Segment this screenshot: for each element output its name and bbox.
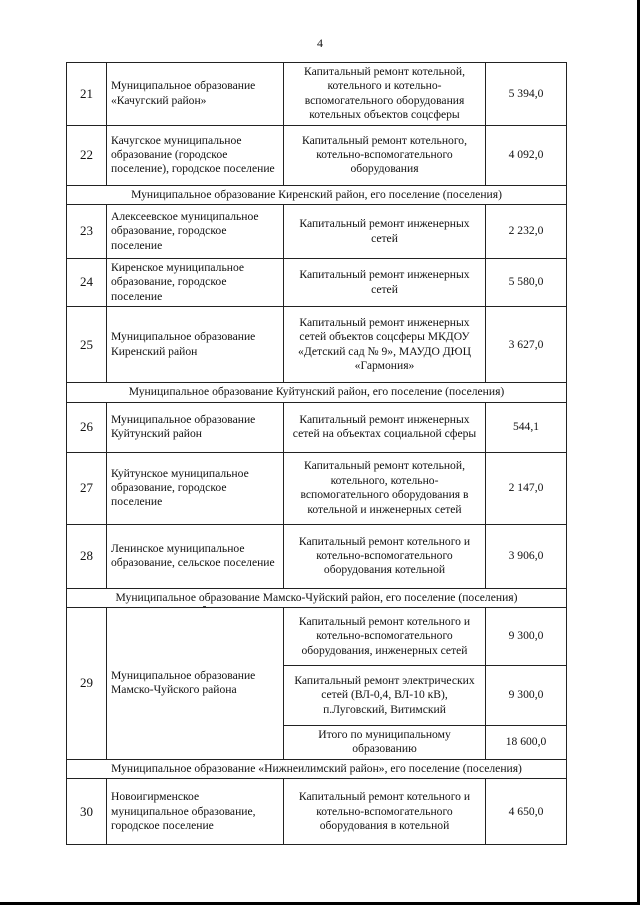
section-title: Муниципальное образование Мамско-Чуйский район, его поселение (поселения) bbox=[67, 588, 567, 607]
row-number: 22 bbox=[67, 125, 107, 185]
work-description: Капитальный ремонт котельного и котельно-вспомогательного оборудования в котельной bbox=[284, 779, 486, 845]
municipality-name: Ленинское муниципальное образование, сельское поселение bbox=[107, 524, 284, 588]
work-description: Капитальный ремонт инженерных сетей bbox=[284, 205, 486, 259]
row-number: 27 bbox=[67, 452, 107, 524]
section-row bbox=[67, 383, 567, 402]
row-number: 29 bbox=[67, 608, 107, 760]
section-title: Муниципальное образование Куйтунский район, его поселение (поселения) bbox=[67, 383, 567, 402]
municipality-name: Муниципальное образование Куйтунский район bbox=[107, 402, 284, 452]
municipality-name: Новоигирменское муниципальное образование, городское поселение bbox=[107, 779, 284, 845]
municipality-name: Муниципальное образование Киренский район bbox=[107, 307, 284, 383]
row-number: 25 bbox=[67, 307, 107, 383]
scan-speck bbox=[203, 606, 206, 607]
amount: 4 092,0 bbox=[486, 125, 567, 185]
work-description: Капитальный ремонт котельного и котельно-вспомогательного оборудования котельной bbox=[284, 524, 486, 588]
row-number: 21 bbox=[67, 63, 107, 126]
work-description: Капитальный ремонт котельного и котельно-вспомогательного оборудования, инженерных сетей bbox=[284, 608, 486, 666]
municipality-name: Муниципальное образование «Качугский район» bbox=[107, 63, 284, 126]
municipality-name: Куйтунское муниципальное образование, городское поселение bbox=[107, 452, 284, 524]
work-description: Капитальный ремонт инженерных сетей на объектах социальной сферы bbox=[284, 402, 486, 452]
section-title: Муниципальное образование Киренский район, его поселение (поселения) bbox=[67, 185, 567, 204]
table-row bbox=[67, 307, 567, 383]
amount: 3 627,0 bbox=[486, 307, 567, 383]
page-number: 4 bbox=[317, 36, 323, 50]
work-description: Капитальный ремонт котельной, котельного и котельно-вспомогательного оборудования котельных объектов соцсферы bbox=[284, 63, 486, 126]
row-number: 30 bbox=[67, 779, 107, 845]
row-number: 26 bbox=[67, 402, 107, 452]
row-number: 28 bbox=[67, 524, 107, 588]
table-row bbox=[67, 125, 567, 185]
row-number: 24 bbox=[67, 259, 107, 307]
section-title: Муниципальное образование «Нижнеилимский район», его поселение (поселения) bbox=[67, 759, 567, 778]
amount: 9 300,0 bbox=[486, 666, 567, 726]
funding-table bbox=[66, 62, 567, 845]
amount: 2 232,0 bbox=[486, 205, 567, 259]
row-number: 23 bbox=[67, 205, 107, 259]
table-row bbox=[67, 259, 567, 307]
table-row bbox=[67, 452, 567, 524]
municipality-name: Качугское муниципальное образование (городское поселение), городское поселение bbox=[107, 125, 284, 185]
table-row bbox=[67, 402, 567, 452]
amount: 5 580,0 bbox=[486, 259, 567, 307]
amount: 3 906,0 bbox=[486, 524, 567, 588]
municipality-name: Киренское муниципальное образование, городское поселение bbox=[107, 259, 284, 307]
work-description: Капитальный ремонт котельного, котельно-вспомогательного оборудования bbox=[284, 125, 486, 185]
municipality-name: Алексеевское муниципальное образование, городское поселение bbox=[107, 205, 284, 259]
subtotal-label: Итого по муниципальному образованию bbox=[284, 726, 486, 760]
table-row bbox=[67, 524, 567, 588]
table-row bbox=[67, 608, 567, 666]
amount: 4 650,0 bbox=[486, 779, 567, 845]
work-description: Капитальный ремонт электрических сетей (ВЛ-0,4, ВЛ-10 кВ), п.Луговский, Витимский bbox=[284, 666, 486, 726]
amount: 5 394,0 bbox=[486, 63, 567, 126]
table-row bbox=[67, 63, 567, 126]
amount: 544,1 bbox=[486, 402, 567, 452]
table-row bbox=[67, 205, 567, 259]
work-description: Капитальный ремонт котельной, котельного, котельно-вспомогательного оборудования в котельной и инженерных сетей bbox=[284, 452, 486, 524]
amount: 9 300,0 bbox=[486, 608, 567, 666]
work-description: Капитальный ремонт инженерных сетей bbox=[284, 259, 486, 307]
section-row bbox=[67, 588, 567, 607]
amount: 2 147,0 bbox=[486, 452, 567, 524]
section-row bbox=[67, 759, 567, 778]
work-description: Капитальный ремонт инженерных сетей объектов соцсферы МКДОУ «Детский сад № 9», МАУДО ДЮЦ «Гармония» bbox=[284, 307, 486, 383]
section-row bbox=[67, 185, 567, 204]
table-row bbox=[67, 779, 567, 845]
municipality-name: Муниципальное образование Мамско-Чуйского района bbox=[107, 608, 284, 760]
subtotal-amount: 18 600,0 bbox=[486, 726, 567, 760]
